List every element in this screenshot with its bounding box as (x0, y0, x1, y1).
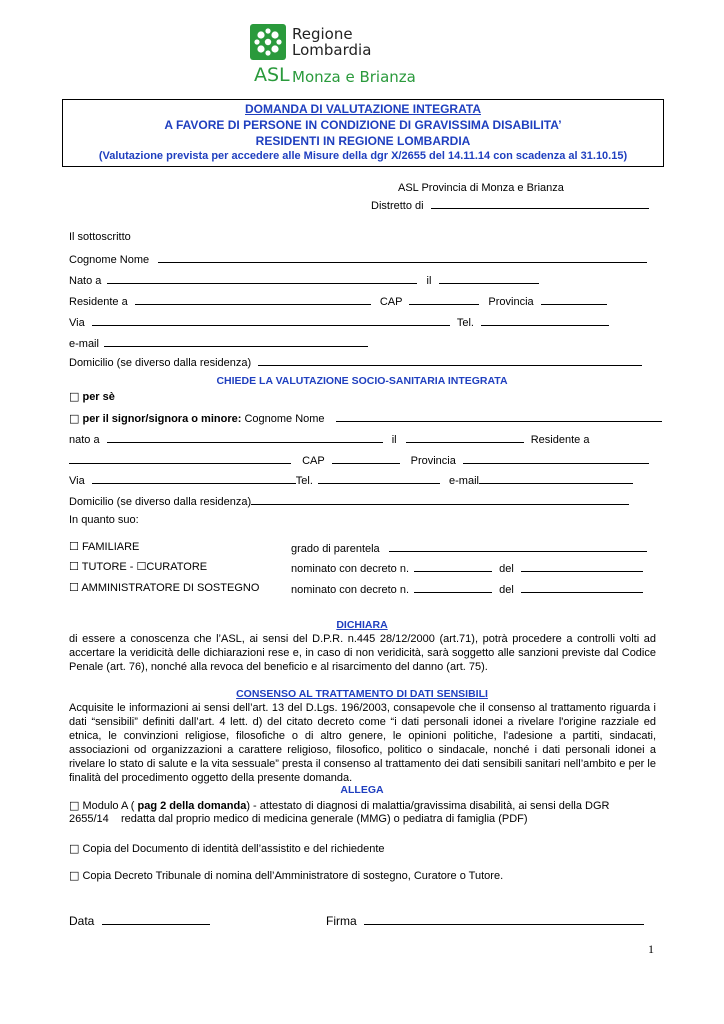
grado-row (291, 540, 647, 555)
tutore-nominato-label: nominato con decreto n. (291, 563, 410, 575)
curatore-label: CURATORE (146, 561, 208, 573)
amministratore-row (69, 581, 259, 594)
allega-item1-d: 2655/14 redatta dal proprio medico di medicina generale (MMG) o pediatra di famiglia (PDF) (69, 813, 528, 825)
amministratore-label: AMMINISTRATORE DI SOSTEGNO (81, 582, 260, 594)
nato-a-label: Nato a (69, 275, 102, 287)
region-name-line2: Lombardia (292, 41, 372, 59)
allega-heading: ALLEGA (340, 784, 384, 796)
other-email-label: e-mail (449, 475, 479, 487)
other-email-field[interactable] (479, 472, 633, 484)
consenso-heading: CONSENSO AL TRATTAMENTO DI DATI SENSIBILI (236, 688, 488, 700)
other-via-label: Via (69, 475, 85, 487)
tel-label: Tel. (456, 317, 474, 329)
allega-item2-label: Copia del Documento di identità dell’assistito e del richiedente (82, 843, 385, 855)
per-other-label: per il signor/signora o minore: (82, 413, 242, 425)
data-field[interactable] (102, 913, 210, 925)
other-cognome-nome-field[interactable] (336, 410, 662, 422)
domicilio-label: Domicilio (se diverso dalla residenza) (69, 357, 252, 369)
allega-item3-label: Copia Decreto Tribunale di nomina dell’Amministratore di sostegno, Curatore o Tutore. (82, 870, 504, 882)
firma-label: Firma (326, 914, 357, 928)
tutore-row (69, 560, 207, 573)
curatore-checkbox[interactable]: ☐ (136, 560, 147, 573)
other-tel-label: Tel. (295, 475, 313, 487)
applicant-name-row (69, 251, 647, 266)
other-tel-field[interactable] (318, 472, 440, 484)
per-other-checkbox[interactable]: □ (69, 412, 80, 425)
applicant-domicile-row (69, 354, 642, 369)
other-nato-field[interactable] (107, 431, 383, 443)
dichiara-heading: DICHIARA (336, 619, 388, 631)
allega-item3-row (69, 869, 503, 882)
other-nato-label: nato a (69, 434, 100, 446)
allega-item3-checkbox[interactable]: □ (69, 869, 80, 882)
allega-item1-checkbox[interactable]: □ (69, 799, 80, 812)
email-field[interactable] (104, 335, 368, 347)
applicant-residence-row (69, 293, 607, 308)
title-line4: (Valutazione prevista per accedere alle Misure della dgr X/2655 del 14.11.14 con scadenza al 31.10.15) (98, 150, 628, 162)
allega-item1-b: pag 2 della domanda (137, 800, 247, 812)
tutore-decree-number-field[interactable] (414, 560, 492, 572)
familiare-checkbox[interactable]: ☐ (69, 540, 79, 553)
familiare-label: FAMILIARE (81, 541, 140, 553)
amm-nominato-label: nominato con decreto n. (291, 584, 410, 596)
addressee-line1: ASL Provincia di Monza e Brianza (398, 182, 564, 194)
other-il-label: il (391, 434, 397, 446)
tutore-decree-date-field[interactable] (521, 560, 643, 572)
data-label: Data (69, 914, 95, 928)
tutore-checkbox[interactable]: ☐ (69, 560, 79, 573)
tutore-decree-row (291, 560, 643, 575)
addressee-distretto-row (371, 197, 649, 212)
allega-item2-checkbox[interactable]: □ (69, 842, 80, 855)
other-domicilio-label: Domicilio (se diverso dalla residenza) (69, 496, 252, 508)
il-label: il (426, 275, 432, 287)
applicant-email-row (69, 335, 368, 350)
email-label: e-mail (69, 338, 99, 350)
tel-field[interactable] (481, 314, 609, 326)
title-line1: DOMANDA DI VALUTAZIONE INTEGRATA (245, 102, 481, 116)
nato-a-field[interactable] (107, 272, 417, 284)
other-residente-label: Residente a (530, 434, 590, 446)
other-address-row (69, 472, 633, 487)
other-birth-date-field[interactable] (406, 431, 524, 443)
applicant-heading: Il sottoscritto (69, 231, 131, 243)
amministratore-checkbox[interactable]: ☐ (69, 581, 79, 594)
via-field[interactable] (92, 314, 450, 326)
other-cognome-nome-label: Cognome Nome (244, 413, 325, 425)
via-label: Via (69, 317, 85, 329)
asl-label: ASL (254, 64, 290, 86)
provincia-field[interactable] (541, 293, 607, 305)
amm-decree-date-field[interactable] (521, 581, 643, 593)
asl-area: Monza e Brianza (292, 68, 416, 86)
other-domicile-row (69, 493, 629, 508)
allega-item2-row (69, 842, 385, 855)
allega-item1-a: Modulo A ( (82, 800, 135, 812)
provincia-label: Provincia (488, 296, 534, 308)
grado-label: grado di parentela (291, 543, 380, 555)
title-line2: A FAVORE DI PERSONE IN CONDIZIONE DI GRAVISSIMA DISABILITA’ (164, 118, 562, 132)
per-se-label: per sè (82, 391, 115, 403)
other-provincia-field[interactable] (463, 452, 649, 464)
cap-field[interactable] (409, 293, 479, 305)
tutore-del-label: del (499, 563, 514, 575)
applicant-address-row (69, 314, 609, 329)
cognome-nome-field[interactable] (158, 251, 647, 263)
firma-field[interactable] (364, 913, 644, 925)
applicant-birth-row (69, 272, 539, 287)
request-heading: CHIEDE LA VALUTAZIONE SOCIO-SANITARIA INTEGRATA (216, 375, 508, 387)
other-domicilio-field[interactable] (251, 493, 629, 505)
page-number: 1 (648, 942, 654, 956)
title-box (62, 99, 664, 167)
dichiara-text: di essere a conoscenza che l’ASL, ai sensi del D.P.R. n.445 28/12/2000 (art.71), potrà procedere a controlli volti ad accertare la veridicità delle dichiarazioni rese e, in caso di non veridicità, sarà soggetto alle sanzioni previste dal Codice Penale (art. 76), nonché alla revoca del beneficio e al risarcimento del danno (art. 75). (69, 633, 656, 673)
firma-row (326, 913, 644, 928)
allega-item1-c: ) - attestato di diagnosi di malattia/gravissima disabilità, ai sensi della DGR (246, 800, 610, 812)
allega-item1-line1 (69, 799, 610, 812)
title-line3: RESIDENTI IN REGIONE LOMBARDIA (255, 134, 471, 148)
other-cap-field[interactable] (332, 452, 400, 464)
per-se-checkbox[interactable]: □ (69, 390, 80, 403)
per-other-row (69, 410, 662, 425)
region-name-line1: Regione (292, 25, 353, 43)
other-residence-field[interactable] (69, 452, 291, 464)
per-se-row (69, 390, 115, 403)
in-quanto-label: In quanto suo: (69, 514, 139, 526)
rosa-camuna-icon (250, 24, 286, 60)
other-provincia-label: Provincia (410, 455, 456, 467)
other-birth-row (69, 431, 589, 446)
consenso-text: Acquisite le informazioni ai sensi dell’art. 13 del D.Lgs. 196/2003, consapevole che il consenso al trattamento riguarda i dati “sensibili” definiti dall’art. 4 lett. d) del citato decreto come “i dati personali idonei a rivelare l'origine razziale ed etnica, le convinzioni religiose, filosofiche o di altro genere, le opinioni politiche, l'adesione a partiti, sindacati, associazioni od organizzazioni a carattere religioso, filosofico, politico o sindacale, nonché i dati personali idonei a rivelare lo stato di salute e la vita sessuale” presta il consenso al trattamento dei dati sensibili sanitari nell’ambito e per le finalità del procedimento oggetto della presente domanda. (69, 702, 656, 784)
grado-field[interactable] (389, 540, 647, 552)
data-row (69, 913, 210, 928)
regione-logo-mark (250, 24, 286, 60)
familiare-row (69, 540, 139, 553)
amministratore-decree-row (291, 581, 643, 596)
tutore-label: TUTORE - (81, 561, 134, 573)
other-via-field[interactable] (92, 472, 296, 484)
distretto-field[interactable] (431, 197, 649, 209)
residente-field[interactable] (135, 293, 371, 305)
amm-del-label: del (499, 584, 514, 596)
cap-label: CAP (379, 296, 403, 308)
cognome-nome-label: Cognome Nome (69, 254, 150, 266)
domicilio-field[interactable] (258, 354, 642, 366)
other-cap-label: CAP (302, 455, 325, 467)
other-residence-row (69, 452, 649, 467)
residente-label: Residente a (69, 296, 128, 308)
birth-date-field[interactable] (439, 272, 539, 284)
amm-decree-number-field[interactable] (414, 581, 492, 593)
distretto-label: Distretto di (371, 200, 424, 212)
